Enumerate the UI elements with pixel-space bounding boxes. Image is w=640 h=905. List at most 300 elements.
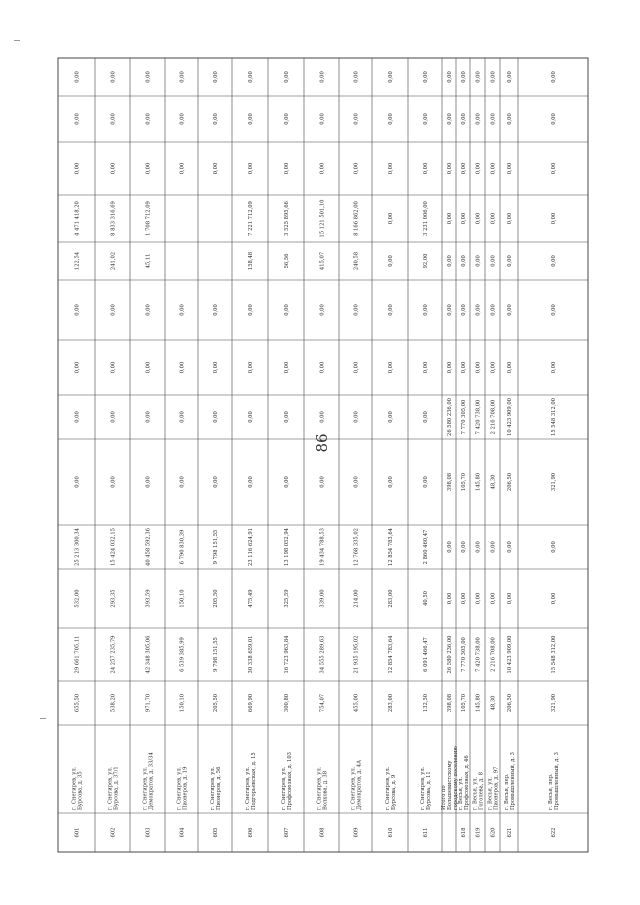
cell-value: 2 860 460,47	[423, 529, 429, 565]
cell-value: 0,00	[447, 113, 453, 125]
table-cell	[388, 694, 394, 712]
table-cell	[507, 593, 513, 605]
cell-value: 325,59	[284, 589, 290, 608]
cell-value: 0,00	[179, 113, 186, 125]
cell-value: 0,00	[74, 476, 81, 488]
table-cell	[111, 304, 117, 316]
table-cell	[354, 252, 360, 270]
table-cell	[146, 201, 152, 236]
cell-value: 0,00	[388, 255, 394, 267]
cell-value: 0,00	[507, 592, 513, 605]
cell-value: 0,00	[461, 255, 467, 267]
address-line: Промышленный, д. 3	[510, 752, 516, 810]
table-cell	[447, 362, 453, 374]
table-cell	[354, 589, 360, 607]
address-line: г. Снегирев, ул.	[71, 766, 78, 810]
table-cell	[146, 163, 152, 175]
table-cell	[284, 304, 290, 316]
table-cell	[213, 411, 219, 423]
table-cell	[75, 71, 81, 83]
table-cell	[423, 163, 429, 175]
table-cell	[180, 163, 186, 175]
table-cell	[180, 476, 186, 488]
table-cell	[213, 304, 219, 316]
cell-value: 0,00	[490, 361, 497, 374]
table-cell	[461, 304, 467, 316]
table-cell	[507, 113, 513, 125]
cell-value: 609	[353, 827, 360, 838]
cell-value: 150,10	[179, 693, 186, 713]
cell-value: 0,00	[461, 162, 467, 175]
table-cell	[423, 591, 429, 606]
row-address	[548, 752, 560, 810]
cell-value: 607	[284, 827, 290, 838]
cell-value: 0,00	[213, 304, 219, 316]
table-cell	[491, 400, 497, 435]
cell-value: 7 221 712,09	[248, 201, 254, 236]
cell-value: 0,00	[213, 411, 219, 423]
cell-value: 0,00	[248, 361, 254, 374]
row-id	[476, 828, 482, 838]
table-cell	[388, 635, 394, 674]
address-line: Бурсова, д. 37/1	[113, 766, 120, 810]
cell-value: 0,00	[461, 592, 467, 605]
table-cell	[111, 362, 117, 374]
cell-value: 1 708 712,09	[145, 201, 152, 236]
table-cell	[447, 113, 453, 125]
row-address	[72, 766, 84, 810]
cell-value: 0,00	[353, 304, 360, 316]
cell-value: 0,00	[353, 411, 360, 423]
row-address	[420, 766, 432, 810]
table-cell	[180, 304, 186, 316]
cell-value: 42 348 305,06	[145, 635, 152, 674]
cell-value: 283,00	[388, 693, 394, 713]
cell-value: 145,80	[475, 693, 482, 713]
cell-value: 622	[551, 827, 557, 838]
table-cell	[284, 476, 290, 488]
table-cell	[111, 163, 117, 175]
table-cell	[213, 71, 219, 83]
table-cell	[146, 476, 152, 488]
table-cell	[423, 530, 429, 565]
cell-value: 538,20	[110, 693, 117, 713]
table-cell	[146, 71, 152, 83]
cell-value: 9 798 151,55	[213, 637, 219, 672]
address-line: г. Снегирев, ул.	[107, 766, 114, 810]
table-cell	[507, 541, 513, 553]
table-cell	[213, 694, 219, 712]
table-cell	[476, 304, 482, 316]
table-cell	[354, 694, 360, 712]
cell-value: 971,70	[145, 693, 152, 713]
address-line: Пионеров, д. 56	[216, 766, 222, 810]
table-cell	[476, 362, 482, 374]
cell-value: 15 424 032,15	[110, 528, 117, 566]
address-line: г. Весья, ул.	[472, 776, 479, 810]
cell-value: 0,00	[110, 476, 117, 488]
cell-value: 21 935 195,02	[353, 635, 360, 674]
table-cell	[447, 398, 453, 436]
page-number: 86	[313, 433, 331, 453]
cell-value: 610	[388, 827, 394, 838]
table-cell	[476, 400, 482, 435]
table-cell	[447, 255, 453, 267]
cell-value: 0,00	[388, 476, 394, 488]
table-cell	[551, 163, 557, 175]
table-cell	[423, 694, 429, 712]
cell-value: 0,00	[490, 541, 497, 553]
table-cell	[248, 71, 254, 83]
table-cell	[491, 163, 497, 175]
cell-value: 619	[475, 827, 482, 838]
cell-value: 0,00	[423, 304, 429, 316]
cell-value: 293,35	[110, 589, 117, 608]
cell-value: 0,00	[110, 361, 117, 374]
table-cell	[180, 530, 186, 565]
table-cell	[248, 528, 254, 566]
row-id	[551, 828, 557, 838]
cell-value: 0,00	[490, 592, 497, 605]
cell-value: 283,00	[388, 589, 394, 608]
cell-value: 0,00	[213, 162, 219, 175]
table-cell	[75, 411, 81, 423]
address-line: Волкова, д. 38	[322, 771, 329, 810]
cell-value: 0,00	[319, 71, 326, 83]
cell-value: 0,00	[447, 255, 453, 267]
table-cell	[507, 362, 513, 374]
table-cell	[75, 251, 81, 270]
table-cell	[447, 636, 453, 674]
cell-value: 145,80	[475, 472, 482, 492]
cell-value: 300,80	[284, 693, 290, 713]
table-cell	[284, 635, 290, 674]
table-cell	[507, 163, 513, 175]
table-cell	[476, 473, 482, 491]
table-cell	[507, 255, 513, 267]
address-line: Пионеров, д. 97	[493, 766, 500, 810]
row-address	[317, 766, 329, 810]
address-line: г. Весья, пер.	[504, 773, 510, 810]
cell-value: 0,00	[284, 361, 290, 374]
address-line: г. Весья, ул.	[487, 776, 494, 810]
cell-value: 393,59	[145, 589, 152, 608]
cell-value: 48,30	[490, 474, 497, 490]
table-cell	[491, 71, 497, 83]
cell-value: 0,00	[213, 361, 219, 374]
cell-value: 0,00	[490, 304, 497, 316]
row-id	[248, 828, 254, 838]
table-cell	[320, 694, 326, 712]
table-cell	[476, 255, 482, 267]
table-cell	[447, 163, 453, 175]
address-line: Гоголева, д. 8	[478, 772, 485, 810]
table-cell	[146, 636, 152, 674]
cell-value: 2 216 708,00	[490, 399, 497, 435]
cell-value: 0,00	[551, 212, 557, 225]
cell-value: 0,00	[213, 113, 219, 125]
cell-value: 0,00	[284, 411, 290, 423]
cell-value: 0,00	[388, 411, 394, 423]
table-cell	[75, 163, 81, 175]
table-cell	[284, 411, 290, 423]
table-cell	[320, 411, 326, 423]
cell-value: 655,50	[74, 693, 81, 713]
cell-value: 15 121 501,10	[319, 199, 326, 238]
cell-value: 2 216 708,00	[490, 637, 497, 672]
table-cell	[75, 527, 81, 566]
table-cell	[248, 636, 254, 674]
table-cell	[388, 527, 394, 566]
cell-value: 205,50	[213, 693, 219, 713]
cell-value: 0,00	[461, 212, 467, 225]
cell-value: 0,00	[353, 361, 360, 374]
cell-value: 16 723 963,84	[284, 635, 290, 674]
cell-value: 0,00	[248, 304, 254, 316]
cell-value: 0,00	[490, 255, 497, 267]
table-cell	[507, 213, 513, 225]
address-line: г. Снегирев, ул.	[176, 766, 183, 810]
row-id	[146, 828, 152, 838]
cell-value: 15 548 312,00	[551, 635, 557, 674]
cell-value: 0,00	[179, 162, 186, 175]
table-cell	[146, 694, 152, 712]
table-cell	[491, 541, 497, 553]
cell-value: 0,00	[284, 113, 290, 125]
table-cell	[491, 113, 497, 125]
cell-value: 7 420 738,00	[475, 399, 482, 435]
address-line: Бурсова, д. 35	[77, 771, 84, 810]
table-cell	[320, 636, 326, 674]
table-cell	[476, 637, 482, 672]
table-cell	[146, 113, 152, 125]
cell-value: 0,00	[179, 71, 186, 83]
address-line: г. Весья, пер.	[548, 773, 554, 810]
table-cell	[111, 636, 117, 674]
table-cell	[447, 541, 453, 553]
table-cell	[146, 304, 152, 316]
table-cell	[75, 636, 81, 674]
cell-value: 9 798 151,55	[213, 529, 219, 565]
cell-value: 45,11	[145, 253, 152, 269]
table-cell	[111, 694, 117, 712]
table-cell	[423, 411, 429, 423]
cell-value: 532,00	[74, 589, 81, 608]
row-address	[441, 746, 459, 810]
cell-value: 0,00	[507, 255, 513, 267]
cell-value: 0,00	[284, 162, 290, 175]
table-cell	[388, 362, 394, 374]
cell-value: 0,00	[423, 162, 429, 175]
table-cell	[551, 473, 557, 491]
table-cell	[447, 71, 453, 83]
table-cell	[180, 589, 186, 607]
row-address	[177, 766, 189, 810]
cell-value: 0,00	[551, 541, 557, 553]
cell-value: 0,00	[490, 113, 497, 125]
table-cell	[491, 213, 497, 225]
row-id	[75, 828, 81, 838]
cell-value: 398,08	[447, 472, 453, 492]
table-cell	[320, 528, 326, 566]
table-cell	[491, 255, 497, 267]
cell-value: 0,00	[423, 113, 429, 125]
cell-value: 0,00	[319, 411, 326, 423]
table-cell	[180, 71, 186, 83]
cell-value: 0,00	[110, 71, 117, 83]
table-cell	[248, 304, 254, 316]
table-cell	[75, 113, 81, 125]
table-cell	[320, 589, 326, 607]
table-cell	[248, 411, 254, 423]
table-cell	[354, 411, 360, 423]
table-cell	[320, 200, 326, 238]
table-cell	[461, 163, 467, 175]
table-cell	[354, 113, 360, 125]
row-address	[143, 752, 155, 810]
table-cell	[354, 362, 360, 374]
table-cell	[213, 637, 219, 672]
cell-value: 0,00	[179, 304, 186, 316]
row-id	[213, 828, 219, 838]
table-cell	[388, 589, 394, 607]
cell-value: 0,00	[145, 476, 152, 488]
address-line: г. Снегирев, ул.	[142, 766, 149, 810]
cell-value: 0,00	[145, 361, 152, 374]
cell-value: 0,00	[213, 71, 219, 83]
address-line: городскому поселению	[453, 746, 459, 810]
cell-value: 0,00	[74, 162, 81, 175]
cell-value: 0,00	[388, 162, 394, 175]
cell-value: 56,56	[284, 253, 290, 269]
cell-value: 0,00	[388, 361, 394, 374]
table-cell	[248, 252, 254, 270]
table-cell	[423, 254, 429, 269]
address-line: Профсоюзная, д. 103	[287, 752, 293, 810]
cell-value: 601	[74, 827, 81, 838]
table-cell	[461, 593, 467, 605]
row-id	[180, 827, 186, 838]
cell-value: 0,00	[319, 162, 326, 175]
table-cell	[551, 541, 557, 553]
table-cell	[75, 476, 81, 488]
table-cell	[461, 541, 467, 553]
cell-value: 23 116 624,91	[248, 528, 254, 566]
cell-value: 0,00	[507, 71, 513, 83]
table-cell	[180, 362, 186, 374]
row-address	[473, 772, 485, 810]
table-cell	[146, 254, 152, 269]
address-line: г. Снегирев, ул.	[245, 766, 251, 810]
table-cell	[354, 304, 360, 316]
row-id	[461, 828, 467, 838]
table-cell	[111, 201, 117, 236]
address-line: г. Снегирев, ул.	[210, 766, 216, 810]
table-cell	[507, 71, 513, 83]
table-cell	[447, 473, 453, 491]
table-cell	[476, 163, 482, 175]
table-cell	[423, 201, 429, 236]
address-line: г. Снегирев, ул.	[316, 766, 323, 810]
table-cell	[284, 362, 290, 374]
cell-value: 0,00	[179, 476, 186, 488]
cell-value: 150,10	[179, 589, 186, 608]
cell-value: 0,00	[74, 361, 81, 374]
table-cell	[461, 694, 467, 712]
cell-value: 3 525 895,66	[284, 201, 290, 236]
table-cell	[507, 398, 513, 436]
table-cell	[388, 71, 394, 83]
cell-value: 0,00	[145, 162, 152, 175]
cell-value: 0,00	[145, 71, 152, 83]
cell-value: 604	[179, 827, 186, 838]
cell-value: 0,00	[319, 361, 326, 374]
table-cell	[284, 163, 290, 175]
cell-value: 0,00	[507, 361, 513, 374]
cell-value: 620	[490, 827, 497, 838]
cell-value: 0,00	[447, 71, 453, 83]
row-address	[108, 766, 120, 810]
table-cell	[476, 213, 482, 225]
table-cell	[551, 694, 557, 712]
cell-value: 0,00	[475, 113, 482, 125]
cell-value: 0,00	[447, 361, 453, 374]
table-cell	[180, 694, 186, 712]
cell-value: 0,00	[507, 304, 513, 316]
row-address	[458, 755, 470, 810]
cell-value: 0,00	[423, 411, 429, 423]
cell-value: 0,00	[475, 71, 482, 83]
table-cell	[476, 113, 482, 125]
cell-value: 754,07	[319, 693, 326, 713]
cell-value: 34 555 289,63	[319, 635, 326, 674]
cell-value: 214,00	[353, 589, 360, 608]
table-cell	[461, 213, 467, 225]
table-frame	[58, 58, 588, 852]
cell-value: 40,50	[423, 591, 429, 606]
cell-value: 339,00	[319, 589, 326, 608]
row-id	[354, 828, 360, 838]
cell-value: 621	[507, 827, 513, 838]
cell-value: 158,48	[248, 251, 254, 271]
table-cell	[461, 400, 467, 435]
table-cell	[111, 476, 117, 488]
table-cell	[491, 475, 497, 490]
cell-value: 0,00	[475, 592, 482, 605]
table-cell	[111, 113, 117, 125]
cell-value: 0,00	[145, 113, 152, 125]
table-cell	[551, 71, 557, 83]
table-cell	[551, 398, 557, 436]
table-cell	[423, 637, 429, 672]
table-cell	[476, 593, 482, 605]
cell-value: 0,00	[248, 113, 254, 125]
cell-value: 0,00	[110, 113, 117, 125]
cell-value: 0,00	[423, 361, 429, 374]
cell-value: 206,50	[507, 693, 513, 713]
cell-value: 0,00	[388, 71, 394, 83]
cell-value: 0,00	[179, 361, 186, 374]
table-cell	[388, 213, 394, 225]
cell-value: 0,00	[461, 541, 467, 553]
table-cell	[491, 637, 497, 672]
cell-value: 12 854 783,64	[388, 528, 394, 566]
cell-value: 105,70	[461, 693, 467, 713]
table-cell	[284, 694, 290, 712]
cell-value: 0,00	[490, 71, 497, 83]
table-cell	[111, 589, 117, 607]
table-cell	[180, 411, 186, 423]
